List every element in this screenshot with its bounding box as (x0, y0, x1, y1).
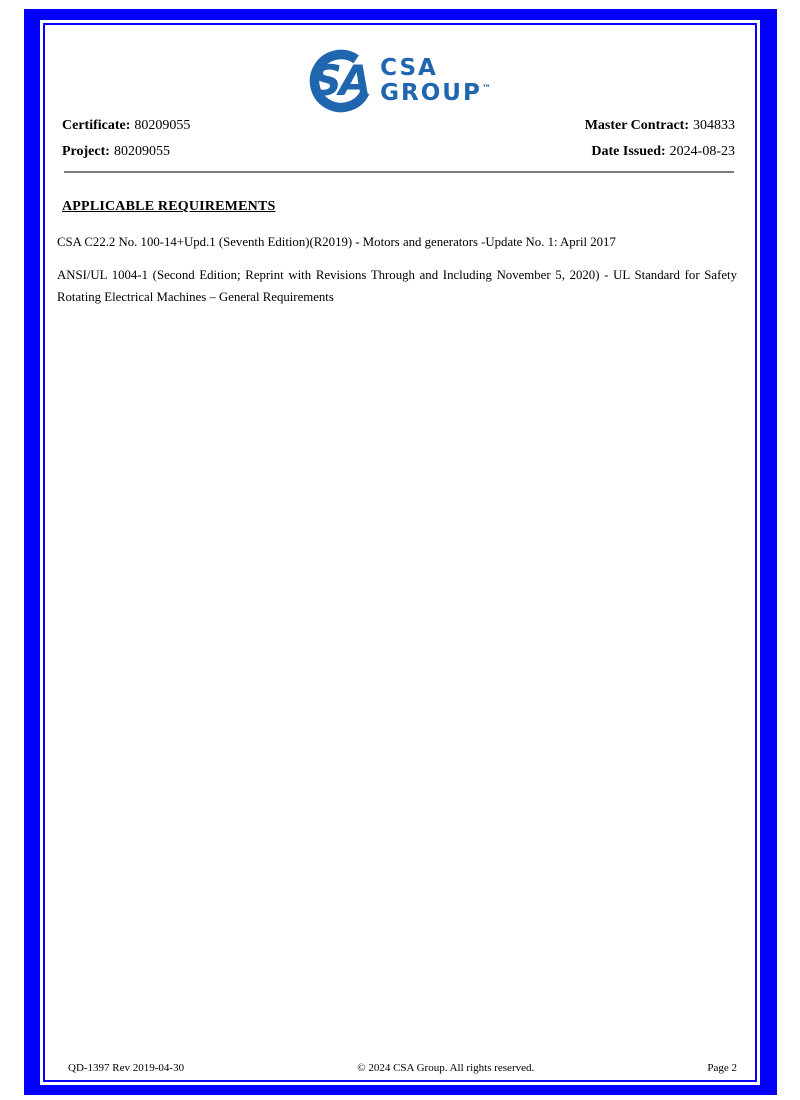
footer-copyright: © 2024 CSA Group. All rights reserved. (357, 1062, 535, 1074)
csa-group-logo (0, 46, 800, 116)
footer-page-number: Page 2 (707, 1062, 737, 1074)
page-footer (68, 1062, 737, 1075)
requirement-item-2 (57, 265, 737, 308)
csa-mark-icon (309, 48, 373, 114)
trademark-icon: ™ (481, 84, 491, 94)
requirement-item-1: CSA C22.2 No. 100-14+Upd.1 (Seventh Edition)(R2019) - Motors and generators -Update No. 1: April 2017 (57, 235, 616, 249)
master-contract-label: Master Contract: (584, 118, 689, 133)
date-issued-label: Date Issued: (591, 144, 666, 159)
master-contract-value: 304833 (693, 118, 735, 133)
date-issued (591, 143, 735, 160)
header-divider (64, 171, 734, 173)
project-number (62, 143, 170, 160)
requirement-item-2-line-1: ANSI/UL 1004-1 (Second Edition; Reprint with Revisions Through and Including November 5, 2020) - UL Standard for Safety (57, 268, 737, 282)
csa-mark-letters: SA (311, 56, 369, 105)
master-contract (585, 117, 735, 134)
project-value: 80209055 (113, 144, 170, 159)
meta-row-2 (62, 143, 735, 160)
certificate-label: Certificate: (62, 118, 131, 133)
project-label: Project: (62, 144, 110, 159)
certificate-value: 80209055 (134, 118, 191, 133)
certificate-number (62, 117, 190, 134)
footer-doc-id: QD-1397 Rev 2019-04-30 (68, 1062, 185, 1074)
logo-wordmark-csa: CSA (380, 55, 438, 81)
date-issued-value: 2024-08-23 (669, 144, 735, 159)
requirement-item-2-line-2: Rotating Electrical Machines – General Requirements (57, 289, 334, 304)
logo-wordmark (380, 55, 491, 106)
logo-wordmark-group (380, 79, 491, 104)
section-heading: APPLICABLE REQUIREMENTS (62, 199, 276, 214)
meta-row-1 (62, 117, 735, 134)
logo-wordmark-group-text: GROUP (380, 80, 482, 106)
certificate-meta (62, 117, 735, 169)
